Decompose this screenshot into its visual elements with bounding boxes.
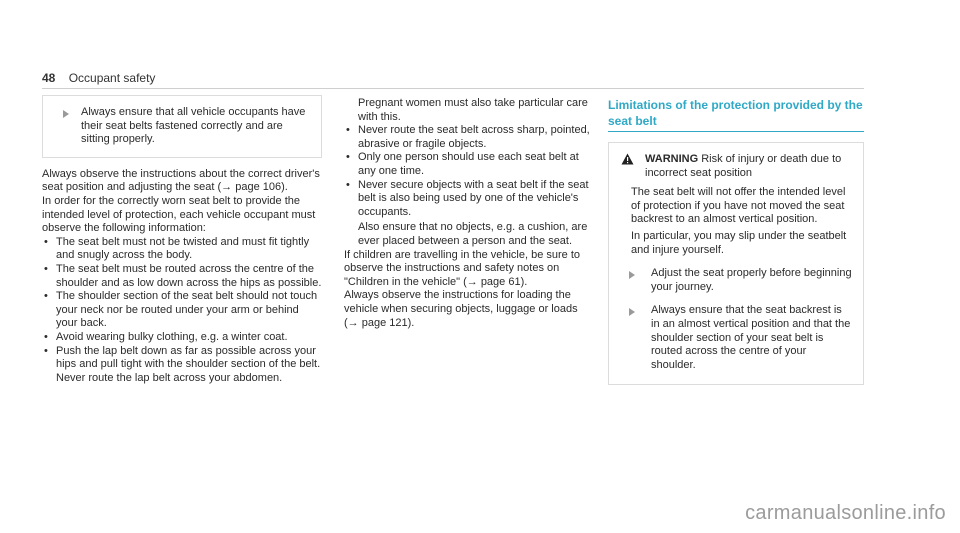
instruction-step: [619, 304, 853, 372]
list-item: [344, 179, 594, 249]
step-text: Adjust the seat properly before beginning your journey.: [651, 267, 852, 293]
instruction-box: [42, 95, 322, 158]
column-1: [42, 95, 322, 385]
list-item: • Never route the seat belt across sharp, pointed, abrasive or fragile objects.: [344, 124, 594, 151]
warning-headline: Risk of injury or death due to incorrect seat position: [645, 153, 842, 179]
column-3: [608, 97, 864, 385]
step-text: Always ensure that the seat backrest is in an almost vertical position and that the shoulder section of your seat belt is routed across the centre of your shoulder.: [651, 304, 851, 371]
arrow-right-icon: [63, 106, 81, 147]
warning-label: WARNING: [645, 153, 699, 165]
section-name: Occupant safety: [68, 71, 156, 85]
instruction-text: Always ensure that all vehicle occupants have their seat belts fastened correctly and are sitting properly.: [81, 106, 306, 146]
title-underline: [608, 131, 864, 132]
paragraph: Pregnant women must also take particular care with this.: [358, 97, 588, 123]
page-header: [42, 72, 155, 86]
section-title: Limitations of the protection provided by the seat belt: [608, 98, 863, 128]
warning-box: [608, 142, 864, 385]
list-item: • The seat belt must not be twisted and must fit tightly and snugly across the body.: [42, 236, 322, 263]
watermark: carmanualsonline.info: [745, 502, 946, 525]
paragraph: If children are travelling in the vehicle, be sure to observe the instructions and safety notes on "Children in the vehicle" (→ page 61).: [344, 248, 581, 288]
arrow-right-icon: [625, 267, 651, 294]
page-number: 48: [42, 71, 56, 85]
instruction-step: [619, 267, 853, 294]
warning-body: [619, 186, 853, 257]
list-item: • The shoulder section of the seat belt should not touch your neck nor be routed under your arm or behind your back.: [42, 290, 322, 331]
warning-triangle-icon: [619, 153, 645, 180]
list-item: • Avoid wearing bulky clothing, e.g. a winter coat.: [42, 331, 322, 345]
header-divider: [42, 88, 864, 89]
paragraph: In particular, you may slip under the seatbelt and injure yourself.: [631, 229, 847, 256]
list-item-text: Never secure objects with a seat belt if the seat belt is also being used by one of the vehicle's occupants.: [358, 178, 589, 218]
warning-header: [619, 153, 853, 180]
column-2: [344, 97, 594, 330]
arrow-right-icon: [625, 304, 651, 372]
list-item: • Push the lap belt down as far as possible across your hips and pull tight with the shoulder section of the belt. Never route the lap belt across your abdomen.: [42, 345, 322, 386]
paragraph: The seat belt will not offer the intended level of protection if you have not moved the seat backrest to an almost vertical position.: [631, 186, 846, 226]
list-item: • Only one person should use each seat belt at any one time.: [344, 151, 594, 178]
paragraph: Always observe the instructions about the correct driver's seat position and adjusting the seat (→ page 106).: [42, 167, 320, 194]
bullet-list: [42, 236, 322, 386]
list-item: • The seat belt must be routed across the centre of the shoulder and as low down across the hips as possible.: [42, 263, 322, 290]
bullet-list: [344, 124, 594, 248]
list-item-extra: Also ensure that no objects, e.g. a cushion, are ever placed between a person and the seat.: [358, 221, 588, 247]
paragraph: In order for the correctly worn seat belt to provide the intended level of protection, each vehicle occupant must observe the following information:: [42, 194, 316, 235]
paragraph: Always observe the instructions for loading the vehicle when securing objects, luggage or loads (→ page 121).: [344, 289, 578, 329]
